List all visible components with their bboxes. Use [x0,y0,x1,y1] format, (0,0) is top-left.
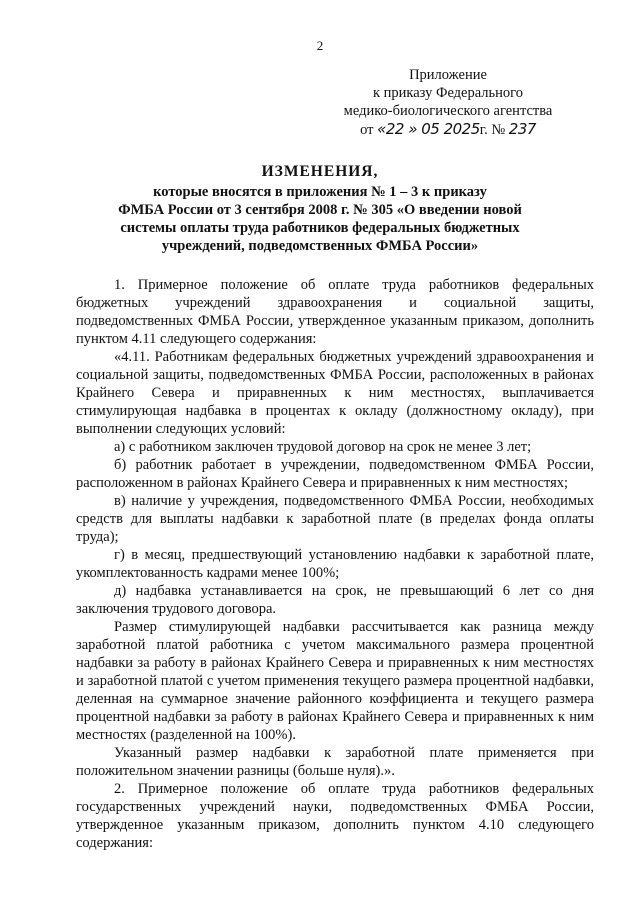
paragraph-10: 2. Примерное положение об оплате труда работников федеральных государственных учреждений науки, подведомственных ФМБА России, утвержденное указанным приказом, дополнить пунктом 4.10 следующего содержания: [76,781,594,851]
document-title [60,163,580,255]
paragraph-8: Размер стимулирующей надбавки рассчитывается как разница между заработной платой работника с учетом максимального размера процентной надбавки за работу в районах Крайнего Севера и приравненных к ним местностях и заработной платой с учетом применения текущего размера процентной надбавки, деленная на суммарное значение районного коэффициента и текущего размера процентной надбавки за работу в районах Крайнего Севера и приравненных к ним местностях (разделенной на 100%). [76,619,594,743]
title-line-3: системы оплаты труда работников федеральных бюджетных [120,220,520,236]
appendix-line-3: медико-биологического агентства [343,103,553,119]
paragraph-4: б) работник работает в учреждении, подведомственном ФМБА России, расположенном в районах Крайнего Севера и приравненных к ним местностях; [76,457,594,491]
paragraph-1: 1. Примерное положение об оплате труда работников федеральных бюджетных учреждений здравоохранения и социальной защиты, подведомственных ФМБА России, утвержденное указанным приказом, дополнить пунктом 4.11 следующего содержания: [76,277,594,347]
title-line-2: ФМБА России от 3 сентября 2008 г. № 305 «О введении новой [118,202,522,218]
paragraph-2: «4.11. Работникам федеральных бюджетных учреждений здравоохранения и социальной защиты, подведомственных ФМБА России, расположенных в районах Крайнего Севера и приравненных к ним местностях, выплачивается стимулирующая надбавка в процентах к окладу (должностному окладу), при выполнении следующих условий: [76,349,594,437]
paragraph-9: Указанный размер надбавки к заработной плате применяется при положительном значении разницы (больше нуля).». [76,745,594,779]
title-line-4: учреждений, подведомственных ФМБА России» [161,238,479,254]
handwritten-date: «22 » 05 2025 [377,120,480,138]
title-line-1: которые вносятся в приложения № 1 – 3 к приказу [153,184,487,200]
date-prefix: от [360,122,374,138]
paragraph-5: в) наличие у учреждения, подведомственного ФМБА России, необходимых средств для выплаты надбавки к заработной плате (в пределах фонда оплаты труда); [76,493,594,545]
paragraph-3: а) с работником заключен трудовой договор на срок не менее 3 лет; [114,439,532,455]
paragraph-6: г) в месяц, предшествующий установлению надбавки к заработной плате, укомплектованность кадрами менее 100%; [76,547,594,581]
title-heading: ИЗМЕНЕНИЯ, [261,163,379,180]
appendix-date-line [318,120,578,139]
appendix-line-1: Приложение [409,67,487,83]
year-suffix: г. № [479,122,506,138]
handwritten-number: 237 [508,120,536,138]
paragraph-7: д) надбавка устанавливается на срок, не превышающий 6 лет со дня заключения трудового договора. [76,583,594,617]
appendix-header [318,66,578,139]
page-number: 2 [316,38,324,53]
appendix-line-2: к приказу Федерального [372,85,524,101]
document-body [76,276,594,852]
